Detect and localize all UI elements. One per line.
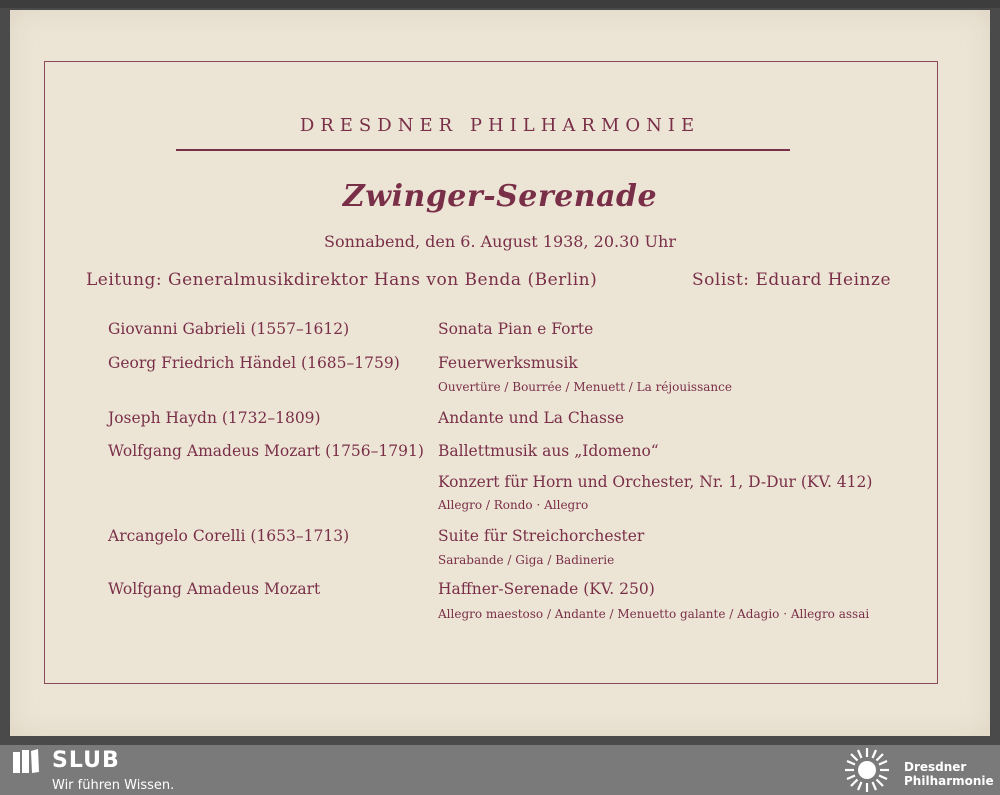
header-rule	[176, 149, 790, 151]
composer-haydn: Joseph Haydn (1732–1809)	[108, 409, 321, 427]
partner-name-line1: Dresdner	[904, 760, 967, 774]
partner-name-line2: Philharmonie	[904, 774, 994, 788]
work-suite-streichorchester: Suite für Streichorchester	[438, 527, 645, 545]
book-stack-icon	[12, 748, 40, 774]
composer-corelli: Arcangelo Corelli (1653–1713)	[108, 527, 350, 545]
movements-feuerwerksmusik: Ouvertüre / Bourrée / Menuett / La réjouissance	[438, 380, 732, 394]
composer-mozart-dates: Wolfgang Amadeus Mozart (1756–1791)	[108, 442, 424, 460]
event-title: Zwinger-Serenade	[342, 179, 658, 214]
movements-suite: Sarabande / Giga / Badinerie	[438, 553, 615, 567]
movements-horn-concerto: Allegro / Rondo · Allegro	[438, 498, 589, 512]
event-date: Sonnabend, den 6. August 1938, 20.30 Uhr	[324, 232, 676, 251]
work-ballettmusik-idomeneo: Ballettmusik aus „Idomeno“	[438, 442, 659, 460]
partner-name[interactable]	[904, 760, 994, 788]
movements-haffner-serenade: Allegro maestoso / Andante / Menuetto galante / Adagio · Allegro assai	[438, 607, 870, 621]
soloist-line: Solist: Eduard Heinze	[692, 270, 892, 290]
conductor-line: Leitung: Generalmusikdirektor Hans von Benda (Berlin)	[86, 270, 598, 290]
library-name[interactable]: SLUB	[52, 748, 120, 773]
work-haffner-serenade: Haffner-Serenade (KV. 250)	[438, 580, 655, 598]
program-card	[10, 10, 990, 736]
work-andante-la-chasse: Andante und La Chasse	[438, 409, 625, 427]
orchestra-header: DRESDNER PHILHARMONIE	[299, 115, 701, 136]
footer-bar	[0, 745, 1000, 795]
work-feuerwerksmusik: Feuerwerksmusik	[438, 354, 578, 372]
composer-mozart: Wolfgang Amadeus Mozart	[108, 580, 321, 598]
starburst-logo-icon	[842, 746, 892, 794]
work-horn-concerto: Konzert für Horn und Orchester, Nr. 1, D-Dur (KV. 412)	[438, 473, 873, 491]
composer-gabrieli: Giovanni Gabrieli (1557–1612)	[108, 320, 350, 338]
composer-handel: Georg Friedrich Händel (1685–1759)	[108, 354, 400, 372]
work-sonata-pian-e-forte: Sonata Pian e Forte	[438, 320, 594, 338]
viewer-top-bar	[0, 0, 1000, 8]
library-slogan: Wir führen Wissen.	[52, 778, 175, 793]
